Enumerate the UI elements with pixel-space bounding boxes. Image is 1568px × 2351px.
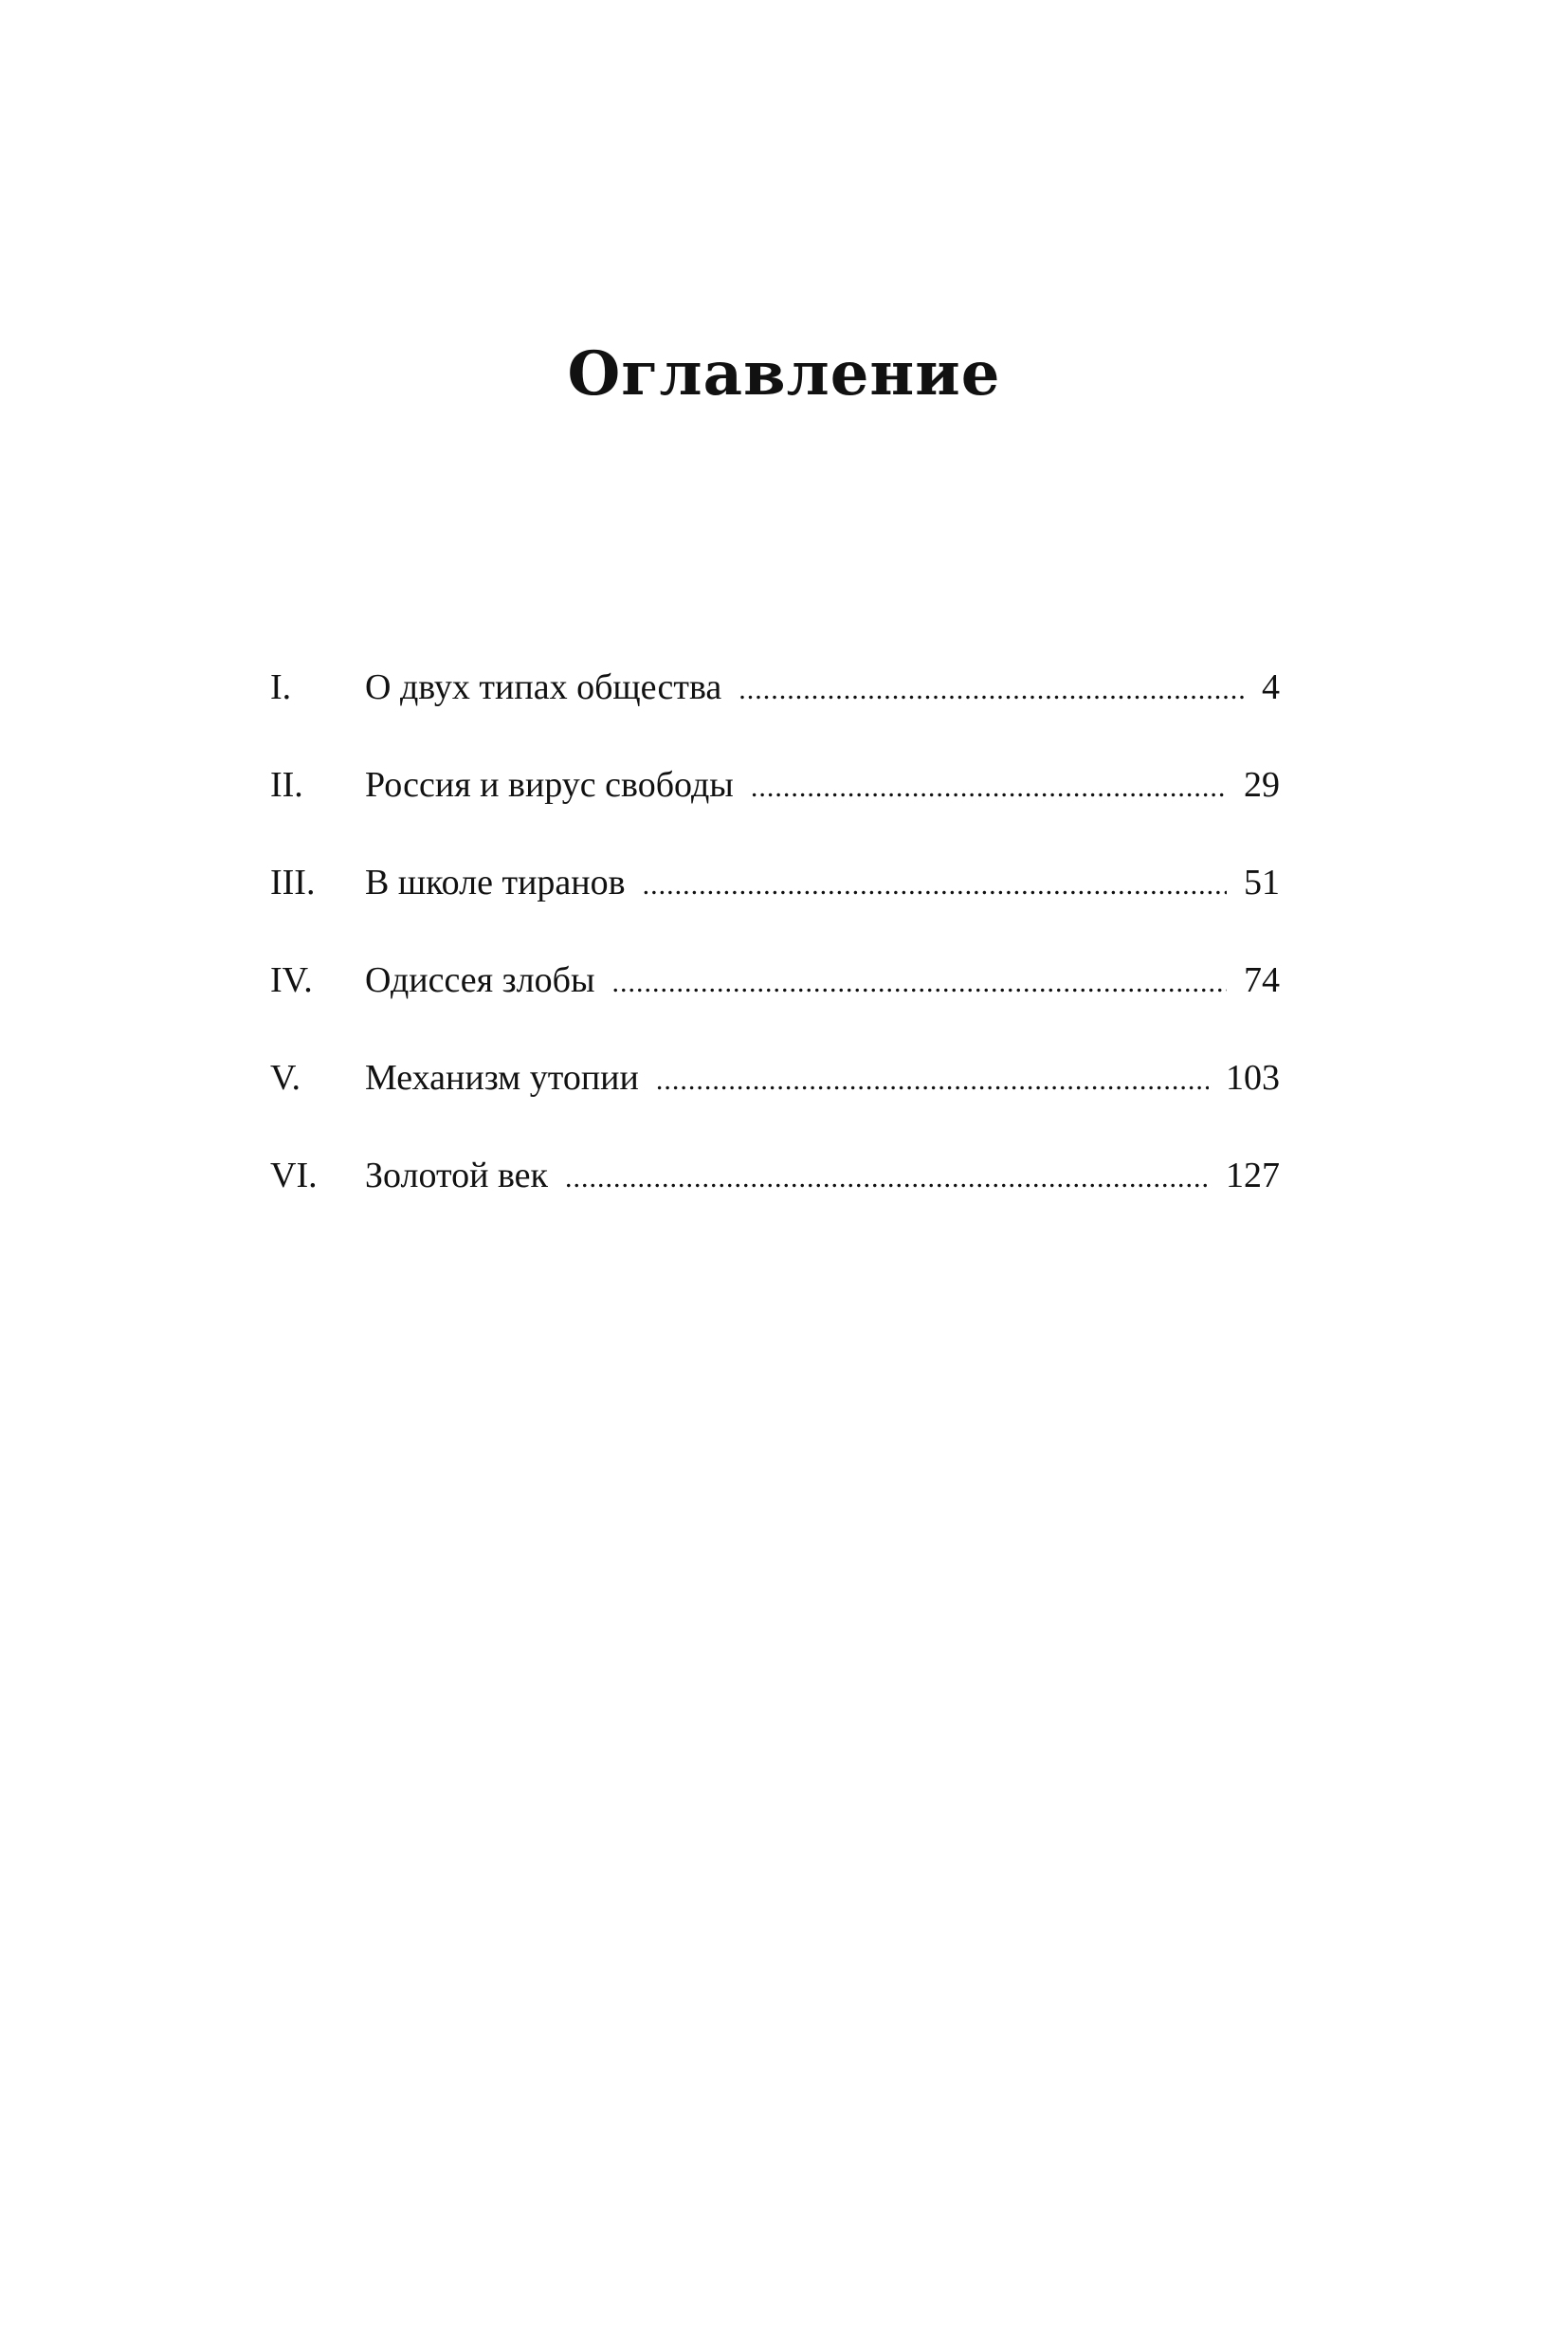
- page-number: 51: [1244, 863, 1280, 902]
- toc-entry-1[interactable]: [270, 659, 1280, 756]
- chapter-title: Механизм утопии: [365, 1058, 639, 1098]
- toc-entry-2[interactable]: [270, 756, 1280, 854]
- chapter-number: VI.: [270, 1156, 318, 1195]
- page-number: 74: [1244, 960, 1280, 1000]
- page-number: 4: [1262, 667, 1280, 707]
- page-number: 127: [1226, 1156, 1280, 1195]
- chapter-number: III.: [270, 863, 316, 902]
- page-number: 103: [1226, 1058, 1280, 1098]
- dot-leader: [656, 1052, 1209, 1109]
- toc-entry-5[interactable]: [270, 1049, 1280, 1147]
- page-number: 29: [1244, 765, 1280, 805]
- chapter-title: Россия и вирус свободы: [365, 765, 734, 805]
- chapter-number: V.: [270, 1058, 301, 1098]
- dot-leader: [751, 759, 1227, 816]
- chapter-number: IV.: [270, 960, 313, 1000]
- table-of-contents: [270, 659, 1280, 1245]
- dot-leader: [612, 955, 1228, 1011]
- chapter-title: В школе тиранов: [365, 863, 626, 902]
- toc-entry-4[interactable]: [270, 952, 1280, 1049]
- chapter-number: II.: [270, 765, 303, 805]
- chapter-title: Золотой век: [365, 1156, 548, 1195]
- dot-leader: [738, 662, 1245, 719]
- dot-leader: [565, 1150, 1209, 1207]
- toc-entry-6[interactable]: [270, 1147, 1280, 1245]
- chapter-title: О двух типах общества: [365, 667, 722, 707]
- chapter-title: Одиссея злобы: [365, 960, 595, 1000]
- dot-leader: [643, 857, 1227, 914]
- page-title: Оглавление: [567, 338, 1001, 410]
- toc-entry-3[interactable]: [270, 854, 1280, 952]
- chapter-number: I.: [270, 667, 292, 707]
